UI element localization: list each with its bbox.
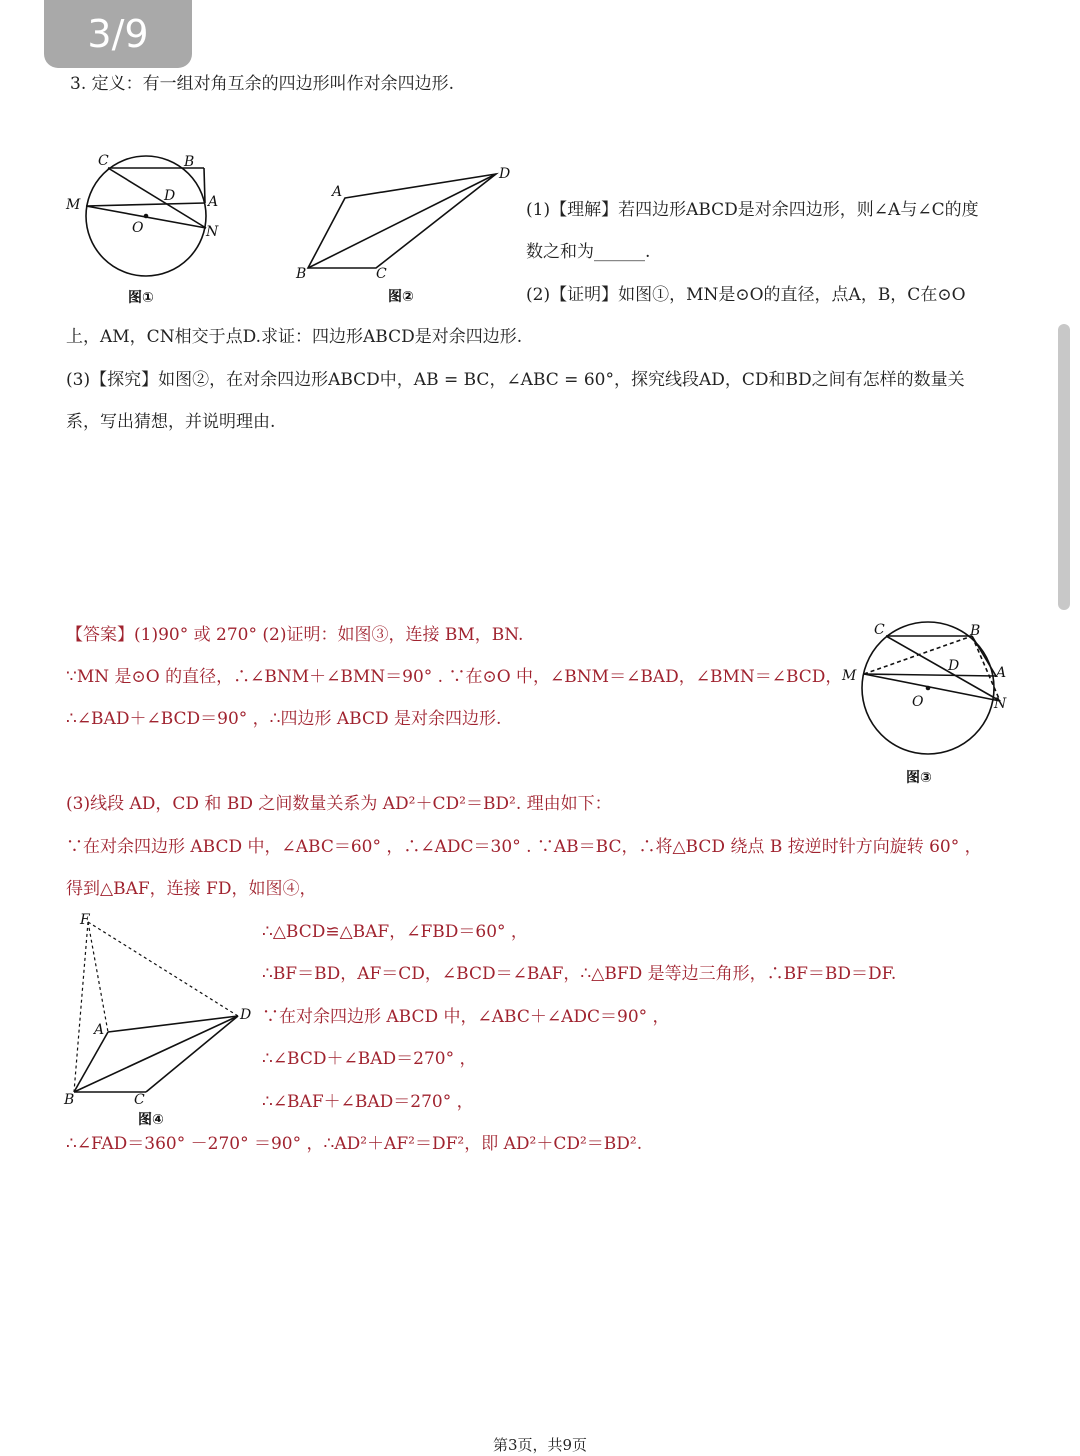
- fig3-segment-ma: [864, 674, 996, 676]
- fig3-segment-cn: [886, 636, 1000, 701]
- question-part2-line2: 上，AM，CN相交于点D.求证：四边形ABCD是对余四边形.: [66, 327, 523, 347]
- question-part2-line1: (2)【证明】如图①，MN是⊙O的直径，点A，B，C在⊙O: [526, 285, 966, 305]
- fig3-segment-ba: [972, 636, 996, 676]
- fig4-label-c: C: [134, 1092, 145, 1108]
- fig3-caption: 图③: [906, 770, 932, 786]
- fig3-label-c: C: [874, 622, 885, 638]
- fig2-label-c: C: [376, 266, 387, 282]
- fig1-segment-ma: [86, 203, 205, 206]
- fig2-caption: 图②: [388, 289, 414, 305]
- question-part3-line1: (3)【探究】如图②，在对余四边形ABCD中，AB = BC，∠ABC = 60°，探究线段AD，CD和BD之间有怎样的数量关: [66, 370, 965, 390]
- figure-2: [290, 160, 520, 308]
- page-counter: 3/9: [44, 0, 192, 68]
- answer-line-5: ∵在对余四边形 ABCD 中，∠ABC＝60° ，∴∠ADC＝30° . ∵AB＝BC，∴将△BCD 绕点 B 按逆时针方向旋转 60° ，: [66, 837, 982, 857]
- fig4-label-d: D: [240, 1007, 252, 1023]
- fig1-label-d: D: [164, 188, 176, 204]
- answer-line-3: ∴∠BAD＋∠BCD＝90° ，∴四边形 ABCD 是对余四边形.: [66, 709, 502, 729]
- question-part1-line2: 数之和为______.: [526, 242, 651, 262]
- fig4-segment-dc: [146, 1016, 238, 1092]
- fig3-label-a: A: [996, 665, 1007, 681]
- fig2-label-a: A: [332, 184, 343, 200]
- answer-line-12: ∴∠FAD＝360° －270° ＝90° ，∴AD²＋AF²＝DF²，即 AD²＋CD²＝BD².: [66, 1134, 643, 1154]
- fig3-label-o: O: [912, 694, 924, 710]
- fig3-label-m: M: [842, 668, 857, 684]
- fig2-label-d: D: [499, 166, 511, 182]
- page-footer: 第3页，共9页: [492, 1436, 588, 1454]
- figure-1: [62, 148, 242, 310]
- figure-3: [836, 616, 1026, 790]
- fig4-dashed-fb: [74, 922, 88, 1092]
- answer-line-7: ∴△BCD≌△BAF，∠FBD＝60° ，: [262, 922, 528, 942]
- answer-line-2: ∵MN 是⊙O 的直径，∴∠BNM＋∠BMN＝90° . ∵在⊙O 中，∠BNM＝∠BAD，∠BMN＝∠BCD，: [66, 667, 843, 687]
- question-definition: 3. 定义：有一组对角互余的四边形叫作对余四边形.: [70, 74, 455, 94]
- fig1-label-m: M: [66, 197, 81, 213]
- figure-4: [60, 912, 260, 1130]
- fig1-center-dot: [144, 214, 149, 219]
- question-part1-line1: (1)【理解】若四边形ABCD是对余四边形，则∠A与∠C的度: [526, 200, 979, 220]
- fig4-label-f: F: [80, 912, 90, 928]
- fig1-label-c: C: [98, 153, 109, 169]
- answer-line-8: ∴BF＝BD，AF＝CD，∠BCD＝∠BAF，∴△BFD 是等边三角形，∴BF＝BD＝DF.: [262, 964, 897, 984]
- scrollbar[interactable]: [1058, 324, 1070, 610]
- fig1-segment-ba: [204, 168, 205, 203]
- fig4-label-a: A: [94, 1022, 105, 1038]
- answer-line-1: 【答案】(1)90° 或 270° (2)证明：如图③，连接 BM，BN.: [66, 625, 524, 645]
- fig1-label-b: B: [184, 154, 195, 170]
- answer-line-4: (3)线段 AD，CD 和 BD 之间数量关系为 AD²＋CD²＝BD². 理由如下：: [66, 794, 612, 814]
- fig3-label-n: N: [994, 696, 1007, 712]
- answer-line-10: ∴∠BCD＋∠BAD＝270° ，: [262, 1049, 477, 1069]
- fig3-center-dot: [926, 686, 931, 691]
- fig4-caption: 图④: [138, 1112, 164, 1128]
- fig1-label-a: A: [208, 194, 219, 210]
- fig1-label-n: N: [206, 224, 219, 240]
- fig3-label-b: B: [970, 623, 981, 639]
- fig3-label-d: D: [948, 658, 960, 674]
- fig4-segment-ba: [74, 1032, 108, 1092]
- answer-line-11: ∴∠BAF＋∠BAD＝270° ，: [262, 1092, 474, 1112]
- fig4-segment-ad: [108, 1016, 238, 1032]
- fig4-label-b: B: [64, 1092, 75, 1108]
- fig1-caption: 图①: [128, 290, 154, 306]
- question-part3-line2: 系，写出猜想，并说明理由.: [66, 412, 276, 432]
- fig1-label-o: O: [132, 220, 144, 236]
- answer-line-9: ∵在对余四边形 ABCD 中，∠ABC＋∠ADC＝90° ，: [262, 1007, 670, 1027]
- fig4-dashed-fa: [88, 922, 108, 1032]
- answer-line-6: 得到△BAF，连接 FD，如图④，: [66, 879, 317, 899]
- fig3-diameter-mn: [864, 674, 1000, 701]
- fig2-label-b: B: [296, 266, 307, 282]
- fig4-dashed-fd: [88, 922, 238, 1016]
